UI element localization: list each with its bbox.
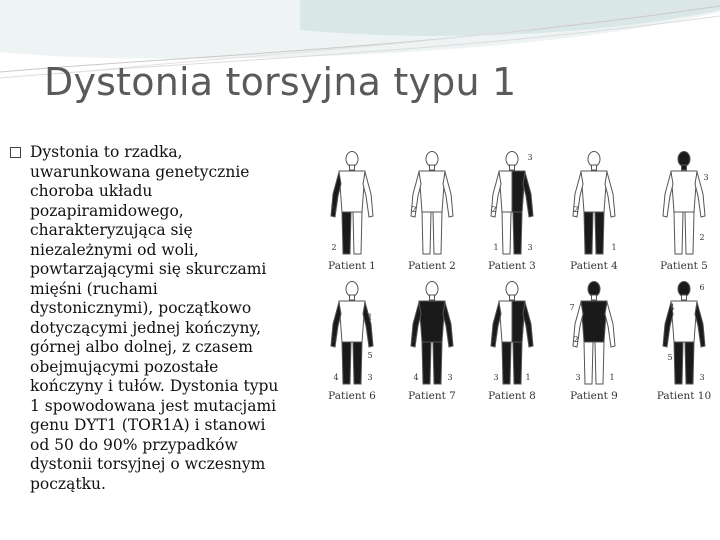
trunk-half-segment [512, 171, 525, 212]
patient-silhouette [411, 152, 453, 255]
patient-label: Patient 5 [660, 260, 708, 272]
body-line: niezależnymi od woli, [30, 240, 199, 259]
head-segment [426, 152, 438, 167]
arm-right-segment [363, 172, 373, 217]
trunk-segment [339, 301, 365, 342]
region-number: 1 [367, 313, 373, 322]
body-line: górnej albo dolnej, z czasem [30, 338, 253, 356]
slide-title: Dystonia torsyjna typu 1 [44, 60, 517, 104]
head-segment [346, 282, 358, 297]
region-number: 1 [493, 243, 499, 252]
patient-silhouette [573, 282, 615, 385]
patients-figure [312, 150, 720, 405]
trunk-segment [581, 171, 607, 212]
region-number: 2 [491, 335, 497, 344]
leg-right-segment [433, 342, 442, 384]
body-line: 1 spowodowana jest mutacjami [30, 396, 277, 415]
leg-right-segment [353, 342, 362, 384]
trunk-segment [339, 171, 365, 212]
body-line: charakteryzująca się [30, 221, 193, 239]
body-line: choroba układu [30, 182, 153, 200]
body-line: mięśni (ruchami [30, 279, 158, 298]
neck-segment [510, 165, 515, 170]
body-line: obejmującymi pozostałe [30, 357, 219, 376]
region-number: 3 [527, 153, 533, 162]
region-number: 2 [331, 335, 337, 344]
patient-silhouette [491, 152, 533, 255]
neck-segment [430, 165, 435, 170]
arm-left-segment [663, 172, 673, 217]
body-line: powtarzającymi się skurczami [30, 260, 267, 278]
leg-left-segment [502, 212, 511, 254]
region-number: 1 [609, 373, 615, 382]
region-number: 7 [569, 303, 575, 312]
leg-left-segment [584, 212, 593, 254]
head-segment [588, 152, 600, 167]
leg-right-segment [595, 342, 604, 384]
body-line: uwarunkowana genetycznie [30, 162, 250, 181]
bullet-icon [10, 147, 21, 158]
body-line: początku. [30, 474, 106, 493]
patient-label: Patient 1 [328, 260, 376, 272]
body-line: dystonicznymi), początkowo [30, 299, 252, 317]
patient-silhouette [573, 152, 615, 255]
patient-label: Patient 8 [488, 390, 536, 402]
neck-segment [592, 295, 597, 300]
body-line: dystonii torsyjnej o wczesnym [30, 455, 266, 473]
region-number: 2 [411, 205, 417, 214]
leg-right-segment [513, 342, 522, 384]
leg-left-segment [502, 342, 511, 384]
leg-left-segment [674, 342, 683, 384]
region-number: 5 [367, 351, 373, 360]
arm-right-segment [443, 172, 453, 217]
neck-segment [350, 165, 355, 170]
leg-right-segment [433, 212, 442, 254]
leg-right-segment [595, 212, 604, 254]
patient-silhouette [663, 282, 705, 385]
region-number: 4 [669, 303, 675, 312]
leg-left-segment [342, 212, 351, 254]
patient-label: Patient 2 [408, 260, 456, 272]
leg-left-segment [422, 212, 431, 254]
neck-segment [510, 295, 515, 300]
patient-silhouette [331, 152, 373, 255]
trunk-half-segment [512, 301, 525, 342]
arm-right-segment [363, 302, 373, 347]
head-segment [678, 152, 690, 167]
head-segment [506, 282, 518, 297]
region-number: 3 [367, 373, 373, 382]
neck-segment [350, 295, 355, 300]
region-number: 3 [703, 173, 709, 182]
patient-silhouette [491, 282, 533, 385]
neck-segment [682, 295, 687, 300]
region-number: 3 [447, 373, 453, 382]
region-number: 2 [331, 243, 337, 252]
region-number: 1 [611, 243, 617, 252]
trunk-segment [671, 171, 697, 212]
head-segment [346, 152, 358, 167]
region-number: 2 [573, 335, 579, 344]
leg-right-segment [353, 212, 362, 254]
region-number: 4 [333, 373, 339, 382]
region-number: 2 [411, 335, 417, 344]
leg-left-segment [584, 342, 593, 384]
trunk-segment [419, 301, 445, 342]
trunk-segment [581, 301, 607, 342]
region-number: 3 [527, 243, 533, 252]
region-number: 5 [667, 353, 673, 362]
arm-right-segment [605, 302, 615, 347]
region-number: 6 [699, 283, 705, 292]
patient-label: Patient 6 [328, 390, 376, 402]
body-line: genu DYT1 (TOR1A) i stanowi [30, 416, 266, 434]
leg-left-segment [674, 212, 683, 254]
leg-right-segment [685, 212, 694, 254]
patient-label: Patient 10 [656, 390, 712, 402]
region-number: 2 [663, 335, 669, 344]
leg-right-segment [513, 212, 522, 254]
region-number: 2 [573, 205, 579, 214]
arm-right-segment [605, 172, 615, 217]
region-number: 2 [699, 233, 705, 242]
head-segment [506, 152, 518, 167]
body-line: dotyczącymi jednej kończyny, [30, 318, 262, 337]
body-line: od 50 do 90% przypadków [30, 435, 238, 454]
region-number: 1 [525, 373, 531, 382]
patient-label: Patient 3 [488, 260, 536, 272]
head-segment [426, 282, 438, 297]
leg-left-segment [342, 342, 351, 384]
head-segment [588, 282, 600, 297]
body-line: pozapiramidowego, [30, 201, 184, 220]
region-number: 3 [575, 373, 581, 382]
patient-label: Patient 9 [570, 390, 618, 402]
body-paragraph [30, 143, 315, 494]
leg-left-segment [422, 342, 431, 384]
body-text [10, 143, 315, 494]
region-number: 4 [413, 373, 419, 382]
neck-segment [592, 165, 597, 170]
arm-right-segment [523, 172, 533, 217]
patient-label: Patient 7 [408, 390, 456, 402]
region-number: 2 [491, 205, 497, 214]
arm-right-segment [443, 302, 453, 347]
patient-silhouette [411, 282, 453, 385]
body-line: Dystonia to rzadka, [30, 143, 183, 161]
neck-segment [682, 165, 687, 170]
patient-silhouette [331, 282, 373, 385]
patient-label: Patient 4 [570, 260, 618, 272]
arm-right-segment [523, 302, 533, 347]
leg-right-segment [685, 342, 694, 384]
region-number: 3 [493, 373, 499, 382]
arm-right-segment [695, 302, 705, 347]
neck-segment [430, 295, 435, 300]
head-segment [678, 282, 690, 297]
region-number: 1 [331, 205, 337, 214]
trunk-segment [419, 171, 445, 212]
body-line: kończyny i tułów. Dystonia typu [30, 377, 279, 395]
trunk-segment [671, 301, 697, 342]
region-number: 3 [699, 373, 705, 382]
